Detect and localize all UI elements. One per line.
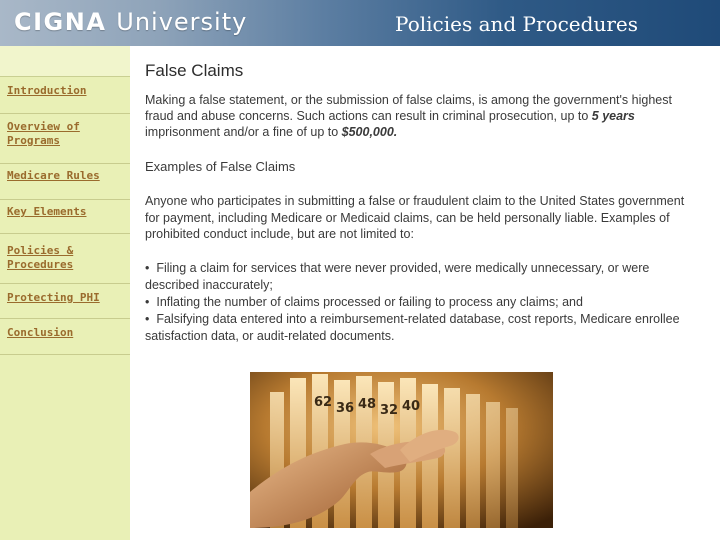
sidebar-item-overview-of-programs[interactable]	[0, 113, 130, 164]
examples-list	[145, 260, 700, 345]
folder-label: 40	[402, 399, 421, 414]
brand-sub: University	[116, 8, 248, 36]
sidebar-item-label[interactable]: Policies & Procedures	[7, 244, 74, 271]
bullet-icon: •	[145, 295, 150, 309]
sidebar-item-policies-procedures[interactable]	[0, 233, 130, 284]
sidebar-item-label[interactable]: Medicare Rules	[7, 169, 100, 182]
sidebar-top-band	[0, 46, 130, 77]
folder-label: 48	[358, 397, 377, 412]
intro-paragraph	[145, 92, 697, 140]
list-item	[145, 311, 700, 345]
sidebar-item-label[interactable]: Protecting PHI	[7, 291, 100, 304]
sidebar-item-label[interactable]: Key Elements	[7, 205, 87, 218]
sidebar-item-label[interactable]: Introduction	[7, 84, 87, 97]
page-title: False Claims	[145, 61, 244, 80]
list-item-text: Filing a claim for services that were never provided, were medically unnecessary, or were described inaccurately;	[145, 261, 650, 292]
folder-label: 32	[380, 403, 399, 418]
sidebar-item-label[interactable]: Conclusion	[7, 326, 74, 339]
intro-fine: $500,000.	[341, 125, 398, 139]
cigna-university-logo	[14, 8, 247, 36]
sidebar-nav	[0, 46, 130, 540]
header-banner	[0, 0, 720, 46]
file-folders-photo	[250, 372, 553, 528]
sidebar-item-medicare-rules[interactable]	[0, 163, 130, 200]
list-item	[145, 294, 700, 311]
liability-paragraph: Anyone who participates in submitting a false or fraudulent claim to the United States government for payment, including Medicare or Medicaid claims, can be held personally liable. Examples of prohibited conduct include, but are not limited to:	[145, 194, 685, 241]
section-title: Policies and Procedures	[395, 12, 638, 36]
folder-label: 62	[314, 395, 333, 410]
list-item-text: Inflating the number of claims processed or failing to process any claims; and	[156, 295, 583, 309]
list-item	[145, 260, 700, 294]
bullet-icon: •	[145, 312, 150, 326]
sidebar-item-protecting-phi[interactable]	[0, 283, 130, 319]
examples-subheading: Examples of False Claims	[145, 159, 296, 174]
intro-text-a: Making a false statement, or the submission of false claims, is among the government's highest fraud and abuse concerns. Such actions can result in criminal prosecution, up to	[145, 93, 672, 123]
intro-years: 5 years	[591, 109, 635, 123]
bullet-icon: •	[145, 261, 150, 275]
sidebar-item-label[interactable]: Overview of Programs	[7, 120, 80, 147]
brand-main: CIGNA	[14, 8, 107, 36]
list-item-text: Falsifying data entered into a reimbursement-related database, cost reports, Medicare enrollee satisfaction data, or audit-related documents.	[145, 312, 680, 343]
file-folders-illustration	[250, 372, 553, 528]
sidebar-item-conclusion[interactable]	[0, 318, 130, 355]
sidebar-item-key-elements[interactable]	[0, 199, 130, 234]
sidebar-item-introduction[interactable]	[0, 76, 130, 114]
folder-label: 36	[336, 401, 355, 416]
intro-text-c: imprisonment and/or a fine of up to	[145, 125, 342, 139]
